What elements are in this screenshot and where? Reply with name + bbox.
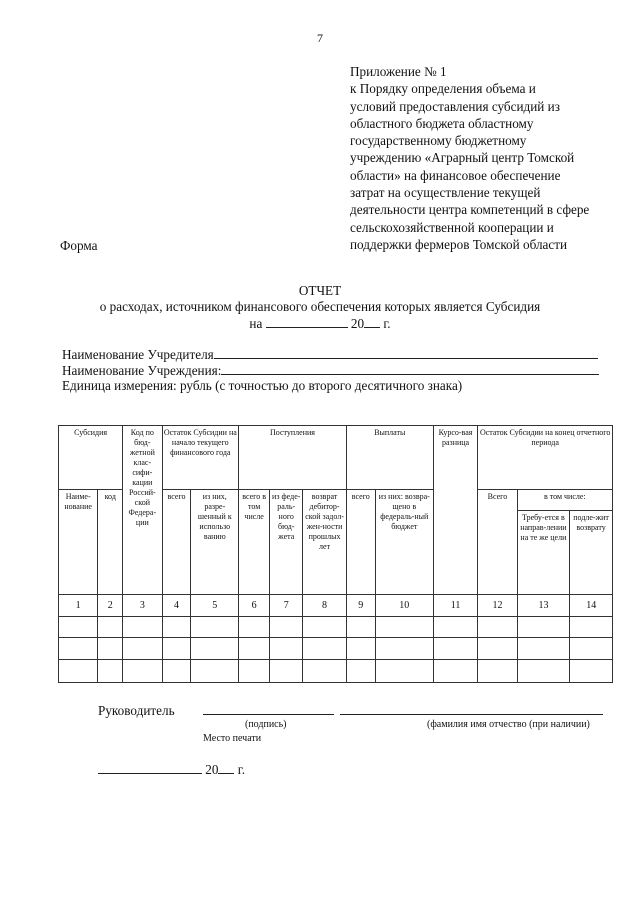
appendix-block: [350, 63, 620, 253]
signature-year-blank[interactable]: [218, 761, 234, 774]
header-total: всего: [162, 490, 191, 595]
institution-input-line[interactable]: [221, 362, 599, 375]
table-cell[interactable]: [162, 660, 191, 683]
signature-line[interactable]: [203, 702, 334, 715]
col-num: 6: [239, 595, 270, 617]
table-cell[interactable]: [346, 660, 375, 683]
header-federal: из феде-раль-ного бюд-жета: [270, 490, 303, 595]
col-num: 14: [570, 595, 613, 617]
appendix-line: условий предоставления субсидий из: [350, 98, 560, 114]
table-cell[interactable]: [375, 617, 433, 638]
date-prefix: на: [249, 316, 263, 331]
table-cell[interactable]: [303, 617, 347, 638]
header-exchange-diff: Курсо-вая разница: [433, 426, 478, 595]
signature-date-blank[interactable]: [98, 761, 202, 774]
table-row: [59, 660, 613, 683]
founder-field: [62, 346, 598, 363]
date-year: 20: [350, 316, 365, 331]
header-total-incl: всего в том числе: [239, 490, 270, 595]
table-cell[interactable]: [239, 617, 270, 638]
appendix-line: деятельности центра компетенций в сфере: [350, 202, 590, 218]
header-end-total: Всего: [478, 490, 517, 595]
table-cell[interactable]: [570, 638, 613, 660]
table-cell[interactable]: [517, 638, 570, 660]
institution-label: Наименование Учреждения:: [62, 363, 222, 378]
form-label: Форма: [60, 238, 98, 253]
table-cell[interactable]: [98, 617, 123, 638]
table-cell[interactable]: [303, 660, 347, 683]
header-payments-total: всего: [346, 490, 375, 595]
signature-date-line: [98, 761, 245, 778]
appendix-line: сельскохозяйственной кооперации и: [350, 219, 554, 235]
year-blank[interactable]: [364, 315, 380, 328]
col-num: 9: [346, 595, 375, 617]
col-num: 2: [98, 595, 123, 617]
unit-field: Единица измерения: рубль (с точностью до второго десятичного знака): [62, 378, 463, 393]
table-cell[interactable]: [123, 617, 162, 638]
col-num: 10: [375, 595, 433, 617]
table-cell[interactable]: [239, 660, 270, 683]
table-cell[interactable]: [98, 638, 123, 660]
appendix-line: к Порядку определения объема и: [350, 81, 536, 97]
report-title: ОТЧЕТ: [298, 283, 342, 298]
appendix-line: затрат на осуществление текущей: [350, 185, 541, 201]
appendix-line: поддержки фермеров Томской области: [350, 236, 568, 252]
table-cell[interactable]: [59, 638, 98, 660]
table-cell[interactable]: [375, 638, 433, 660]
table-cell[interactable]: [346, 638, 375, 660]
table-row: [59, 617, 613, 638]
col-num: 12: [478, 595, 517, 617]
table-cell[interactable]: [239, 638, 270, 660]
table-cell[interactable]: [478, 660, 517, 683]
stamp-label: Место печати: [203, 733, 262, 744]
header-balance-start: Остаток Субсидии на начало текущего финансового года: [162, 426, 239, 490]
page-number: 7: [317, 31, 323, 45]
header-name: Наиме-нование: [59, 490, 98, 595]
report-table: [58, 425, 613, 683]
appendix-line: областного бюджета областному: [350, 115, 534, 131]
table-cell[interactable]: [270, 617, 303, 638]
table-cell[interactable]: [517, 660, 570, 683]
header-budget-code: Код по бюд-жетной клас-сифи-кации Россий-ской Федера-ции: [123, 426, 162, 595]
col-num: 11: [433, 595, 478, 617]
table-cell[interactable]: [303, 638, 347, 660]
appendix-line: Приложение № 1: [350, 64, 447, 79]
header-including: в том числе:: [518, 490, 612, 511]
table-cell[interactable]: [191, 660, 239, 683]
signature-date-year: 20: [205, 762, 219, 777]
col-num: 3: [123, 595, 162, 617]
founder-input-line[interactable]: [214, 346, 598, 359]
date-suffix: г.: [383, 316, 391, 331]
col-num: 8: [303, 595, 347, 617]
table-cell[interactable]: [123, 638, 162, 660]
report-date-line: [0, 315, 640, 332]
name-line[interactable]: [340, 702, 603, 715]
appendix-line: государственному бюджетному: [350, 133, 527, 149]
header-to-return: подле-жит возврату: [573, 513, 609, 532]
head-label: Руководитель: [98, 703, 175, 718]
table-cell[interactable]: [375, 660, 433, 683]
col-num: 7: [270, 595, 303, 617]
table-cell[interactable]: [433, 638, 478, 660]
report-subtitle: о расходах, источником финансового обеспечения которых является Субсидия: [99, 299, 541, 314]
header-code: код: [98, 490, 123, 595]
header-allowed: из них, разре-шенный к использо ванию: [191, 490, 239, 595]
date-blank[interactable]: [266, 315, 348, 328]
institution-field: [62, 362, 599, 379]
col-num: 1: [59, 595, 98, 617]
signature-date-suffix: г.: [237, 762, 245, 777]
header-debt-return: возврат дебитор-ской задол-жен-ности прошлых лет: [303, 490, 347, 595]
table-cell[interactable]: [570, 617, 613, 638]
header-subsidy: Субсидия: [59, 426, 123, 490]
table-cell[interactable]: [59, 617, 98, 638]
table-cell[interactable]: [191, 638, 239, 660]
table-cell[interactable]: [570, 660, 613, 683]
table-cell[interactable]: [433, 617, 478, 638]
table-cell[interactable]: [123, 660, 162, 683]
table-cell[interactable]: [162, 638, 191, 660]
table-cell[interactable]: [59, 660, 98, 683]
table-cell[interactable]: [98, 660, 123, 683]
table-cell[interactable]: [346, 617, 375, 638]
appendix-line: области» на финансовое обеспечение: [350, 167, 561, 183]
header-receipts: Поступления: [239, 426, 347, 490]
header-balance-end: Остаток Субсидии на конец отчетного периода: [478, 426, 613, 490]
col-num: 5: [191, 595, 239, 617]
col-num: 13: [517, 595, 570, 617]
founder-label: Наименование Учредителя: [62, 347, 214, 362]
table-cell[interactable]: [517, 617, 570, 638]
header-payments: Выплаты: [346, 426, 433, 490]
table-cell[interactable]: [270, 660, 303, 683]
header-including-cell: [517, 490, 612, 595]
appendix-line: учреждению «Аграрный центр Томской: [350, 150, 575, 166]
table-cell[interactable]: [162, 617, 191, 638]
col-num: 4: [162, 595, 191, 617]
table-cell[interactable]: [478, 638, 517, 660]
table-cell[interactable]: [478, 617, 517, 638]
name-caption: (фамилия имя отчество (при наличии): [427, 719, 590, 730]
table-cell[interactable]: [433, 660, 478, 683]
table-row: [59, 638, 613, 660]
header-required-same: Требу-ется в направ-лении на те же цели: [518, 511, 571, 594]
table-cell[interactable]: [270, 638, 303, 660]
header-payments-returned: из них: возвра-щено в федераль-ный бюджет: [375, 490, 433, 595]
signature-caption: (подпись): [245, 719, 287, 730]
table-cell[interactable]: [191, 617, 239, 638]
